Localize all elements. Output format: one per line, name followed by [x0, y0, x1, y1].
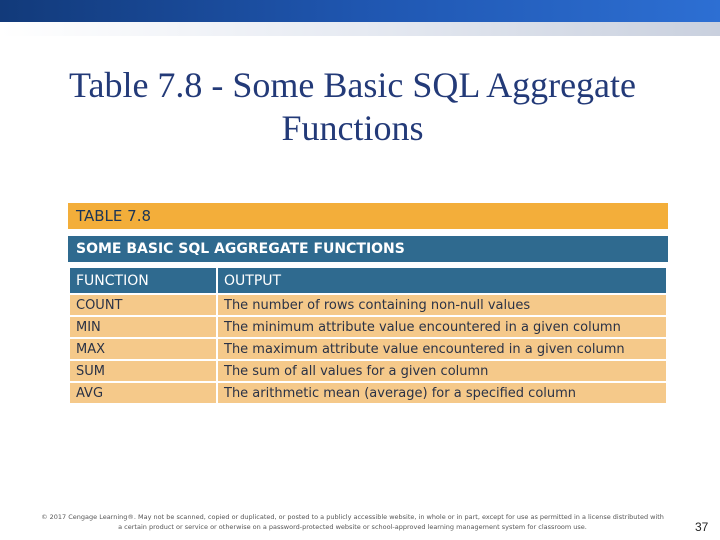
- table-row: [69, 294, 667, 316]
- output-cell: The sum of all values for a given column: [217, 360, 667, 382]
- slide-title: Table 7.8 - Some Basic SQL Aggregate Functions: [68, 65, 637, 149]
- header-output: OUTPUT: [217, 267, 667, 294]
- top-banner-gradient: [0, 22, 720, 36]
- output-cell: The arithmetic mean (average) for a specified column: [217, 382, 667, 404]
- function-cell: AVG: [69, 382, 217, 404]
- table-row: [69, 382, 667, 404]
- output-cell: The number of rows containing non-null values: [217, 294, 667, 316]
- page-number: 37: [695, 520, 709, 534]
- table-header-row: [69, 267, 667, 294]
- output-cell: The maximum attribute value encountered in a given column: [217, 338, 667, 360]
- function-cell: MIN: [69, 316, 217, 338]
- table-row: [69, 360, 667, 382]
- output-cell: The minimum attribute value encountered in a given column: [217, 316, 667, 338]
- table-label: TABLE 7.8: [68, 203, 668, 229]
- copyright-notice: © 2017 Cengage Learning®. May not be scanned, copied or duplicated, or posted to a publicly accessible website, in whole or in part, except for use as permitted in a license distributed with a certain product or service or otherwise on a password-protected website or school-approved learning management system for classroom use.: [41, 513, 664, 531]
- table-caption: SOME BASIC SQL AGGREGATE FUNCTIONS: [68, 236, 668, 262]
- table-figure: [68, 203, 668, 405]
- function-cell: COUNT: [69, 294, 217, 316]
- table-row: [69, 316, 667, 338]
- aggregate-functions-table: [68, 266, 668, 405]
- header-function: FUNCTION: [69, 267, 217, 294]
- function-cell: SUM: [69, 360, 217, 382]
- table-row: [69, 338, 667, 360]
- function-cell: MAX: [69, 338, 217, 360]
- top-banner: [0, 0, 720, 22]
